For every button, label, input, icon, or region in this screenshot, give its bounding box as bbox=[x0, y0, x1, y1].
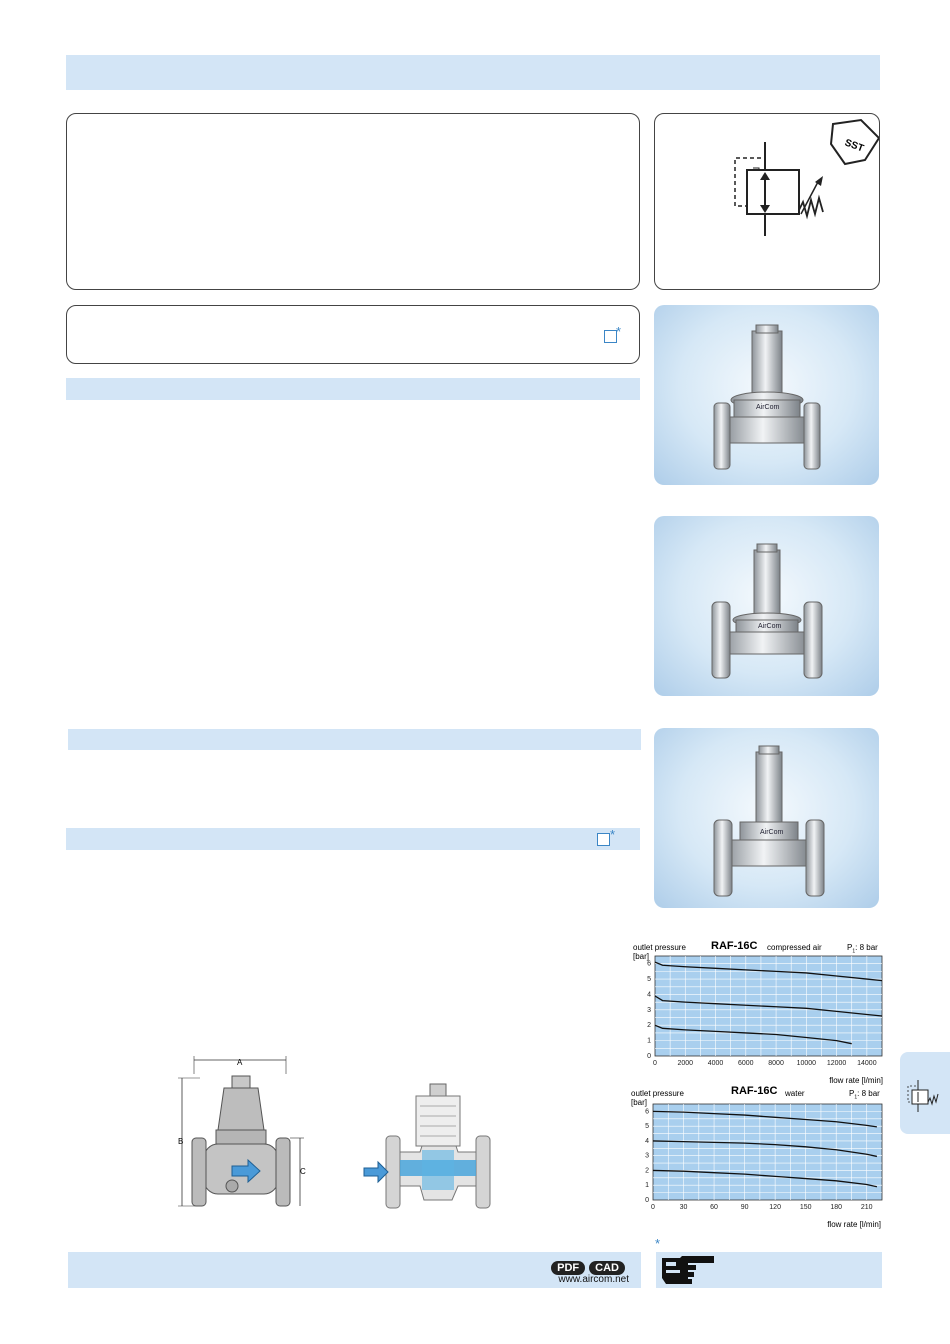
x-tick-label: 12000 bbox=[826, 1060, 847, 1067]
chart-2-ylabel-line2: [bar] bbox=[631, 1098, 648, 1107]
y-tick-label: 1 bbox=[647, 1037, 651, 1045]
x-tick-label: 0 bbox=[653, 1060, 657, 1067]
chart-1-ylabel-line2: [bar] bbox=[633, 952, 650, 961]
symbol-box bbox=[654, 113, 880, 290]
y-tick-label: 4 bbox=[647, 991, 651, 999]
marker-star-2: * bbox=[610, 827, 616, 842]
brand-logo-2: AirCom bbox=[758, 623, 782, 630]
chart-1-xlabel: flow rate [l/min] bbox=[829, 1076, 883, 1085]
chart-water bbox=[627, 1084, 885, 1232]
y-tick-label: 1 bbox=[645, 1182, 649, 1190]
y-tick-label: 4 bbox=[645, 1137, 649, 1145]
chart-1-ylabel-line1: outlet pressure bbox=[633, 943, 686, 952]
checkbox-marker-2[interactable] bbox=[597, 833, 610, 846]
x-tick-label: 8000 bbox=[768, 1060, 784, 1067]
chart-2-medium: water bbox=[785, 1089, 805, 1098]
chart-1-title: RAF-16C bbox=[711, 940, 758, 952]
description-box bbox=[66, 113, 640, 290]
product-photo-3 bbox=[654, 728, 879, 908]
x-tick-label: 14000 bbox=[857, 1060, 877, 1067]
y-tick-label: 5 bbox=[647, 976, 651, 984]
x-tick-label: 60 bbox=[710, 1204, 718, 1211]
y-tick-label: 2 bbox=[647, 1022, 651, 1030]
product-photo-2 bbox=[654, 516, 879, 696]
cad-badge[interactable]: CAD bbox=[589, 1261, 625, 1275]
y-tick-label: 0 bbox=[647, 1053, 651, 1060]
y-tick-label: 5 bbox=[645, 1123, 649, 1131]
header-band bbox=[66, 55, 880, 90]
x-tick-label: 0 bbox=[651, 1204, 655, 1211]
footer-band-right bbox=[656, 1252, 882, 1288]
dim-c-label: C bbox=[300, 1167, 306, 1176]
cutaway-drawing bbox=[360, 1080, 500, 1215]
brand-logo-3: AirCom bbox=[760, 829, 784, 836]
section-band-2 bbox=[68, 729, 641, 750]
chart-2-title: RAF-16C bbox=[731, 1085, 778, 1097]
chart-compressed-air bbox=[633, 940, 885, 1086]
y-tick-label: 2 bbox=[645, 1167, 649, 1175]
pointing-hand-icon bbox=[656, 1252, 726, 1288]
side-tab[interactable] bbox=[900, 1052, 950, 1134]
x-tick-label: 10000 bbox=[796, 1060, 817, 1067]
chart-2-ylabel-line1: outlet pressure bbox=[631, 1089, 684, 1098]
product-photo-1 bbox=[654, 305, 879, 485]
chart-1-p1: $P_1$: 8 bar bbox=[847, 943, 878, 955]
regulator-symbol-small-icon bbox=[900, 1052, 950, 1134]
chart-1-medium: compressed air bbox=[767, 943, 822, 952]
chart-2-xlabel: flow rate [l/min] bbox=[827, 1220, 881, 1229]
pressure-regulator-symbol-icon bbox=[655, 114, 879, 289]
info-box bbox=[66, 305, 640, 364]
x-tick-label: 4000 bbox=[707, 1060, 724, 1067]
pdf-badge[interactable]: PDF bbox=[551, 1261, 585, 1275]
y-tick-label: 6 bbox=[647, 960, 651, 968]
sst-badge: SST bbox=[843, 137, 866, 155]
x-tick-label: 120 bbox=[769, 1204, 781, 1211]
x-tick-label: 90 bbox=[740, 1204, 749, 1211]
y-tick-label: 0 bbox=[645, 1197, 649, 1204]
brand-logo: AirCom bbox=[756, 404, 780, 411]
chart-2-plot bbox=[627, 1084, 885, 1232]
dimension-drawing bbox=[170, 1054, 320, 1214]
chart-2-p1: $P_1$: 8 bar bbox=[849, 1089, 880, 1101]
x-tick-label: 2000 bbox=[677, 1060, 694, 1067]
dim-b-label: B bbox=[178, 1137, 184, 1146]
y-tick-label: 3 bbox=[645, 1152, 649, 1160]
section-band-1 bbox=[66, 378, 640, 400]
y-tick-label: 6 bbox=[645, 1108, 649, 1116]
footer-band bbox=[68, 1252, 641, 1288]
y-tick-label: 3 bbox=[647, 1006, 651, 1014]
chart-1-plot bbox=[633, 940, 885, 1086]
x-tick-label: 6000 bbox=[738, 1060, 754, 1067]
footer-url[interactable]: www.aircom.net bbox=[558, 1274, 629, 1285]
dim-a-label: A bbox=[237, 1058, 243, 1067]
section-band-3 bbox=[66, 828, 640, 850]
x-tick-label: 210 bbox=[860, 1204, 873, 1211]
x-tick-label: 30 bbox=[679, 1204, 688, 1211]
x-tick-label: 150 bbox=[799, 1204, 812, 1211]
x-tick-label: 180 bbox=[830, 1204, 843, 1211]
footnote-star: * bbox=[655, 1236, 661, 1251]
marker-star: * bbox=[616, 324, 622, 339]
